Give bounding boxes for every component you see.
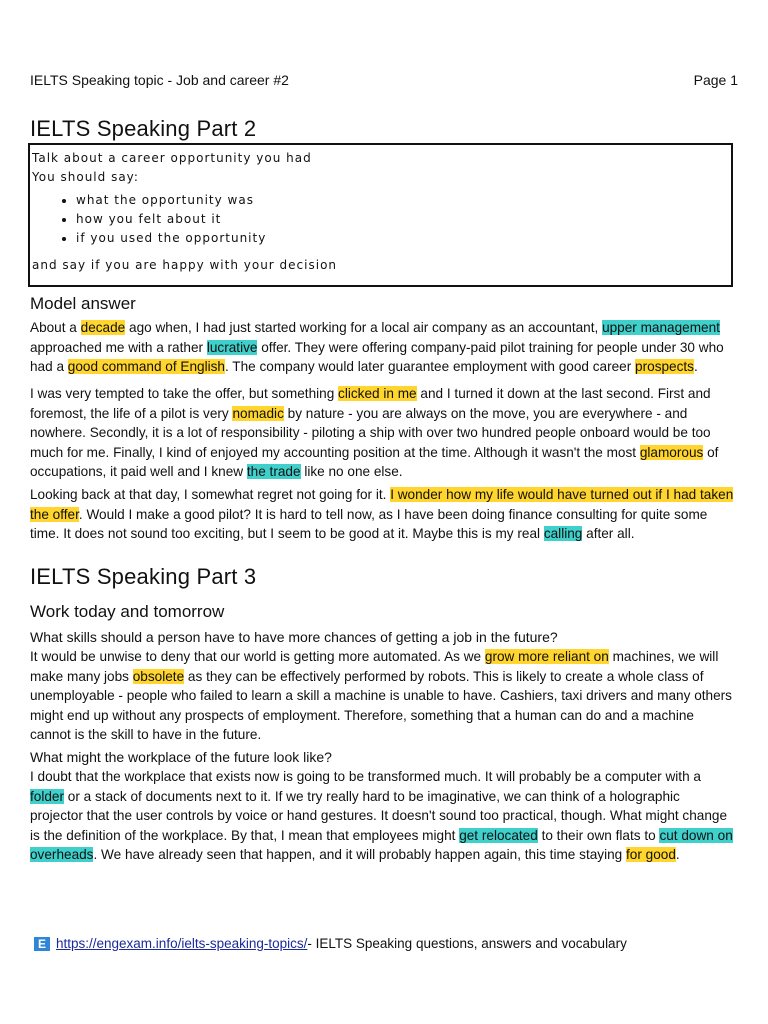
text: like no one else. — [300, 464, 403, 479]
text: It would be unwise to deny that our world is getting more automated. As we — [30, 649, 485, 664]
text: ago when, I had just started working for a local air company as an accountant, — [125, 320, 603, 335]
page-footer — [34, 936, 627, 951]
text: . — [693, 359, 698, 374]
question-2: What might the workplace of the future look like? — [30, 749, 332, 765]
text: offer. They were offering company-paid pilot training for people under 30 who had a — [30, 339, 724, 374]
model-answer-heading: Model answer — [30, 294, 136, 313]
vocab-highlight: obsolete — [132, 668, 185, 684]
vocab-highlight: upper management — [602, 320, 720, 335]
text: About a — [30, 320, 81, 335]
text: after all. — [582, 526, 635, 541]
text: to their own flats to — [537, 827, 660, 843]
text: by nature - you are always on the move, you are everywhere - and nowhere. Secondly, it is a lot of responsibility - piloting a ship with over two hundred people onboard would be too much for me. Finally, I kind of enjoyed my accounting position at the time. Although it wasn't the most — [30, 405, 711, 460]
vocab-highlight: glamorous — [639, 444, 704, 460]
part3-subheading: Work today and tomorrow — [30, 602, 225, 621]
engexam-logo-icon: E — [34, 937, 50, 951]
text: machines, we will make many jobs — [30, 649, 719, 684]
vocab-highlight: the trade — [246, 464, 301, 479]
vocab-highlight: cut down on overheads — [30, 827, 733, 862]
text: of occupations, it paid well and I knew — [30, 444, 719, 479]
task-card — [28, 143, 733, 287]
text: . — [675, 847, 680, 862]
text: . Would I make a good pilot? It is hard to tell now, as I have been doing finance consulting for quite some time. It does not sound too exciting, but I seem to be good at it. Maybe this is my real — [30, 506, 708, 541]
task-bullets — [32, 191, 731, 248]
vocab-highlight: grow more reliant on — [484, 649, 609, 664]
vocab-highlight: clicked in me — [338, 386, 417, 401]
task-line-1: Talk about a career opportunity you had — [32, 151, 312, 165]
footer-text: - IELTS Speaking questions, answers and vocabulary — [307, 936, 627, 951]
answer-paragraph-2 — [30, 384, 736, 482]
page-header — [30, 72, 738, 88]
answer-1 — [30, 647, 736, 745]
answer-paragraph-3 — [30, 485, 736, 544]
vocab-highlight: get relocated — [459, 827, 538, 843]
vocab-highlight: lucrative — [206, 339, 258, 355]
task-bullet: • what the opportunity was — [76, 191, 731, 210]
vocab-highlight: for good — [626, 847, 676, 862]
vocab-highlight: decade — [80, 320, 126, 335]
vocab-highlight: good command of English — [67, 359, 225, 374]
answer-paragraph-1 — [30, 318, 736, 377]
text: as they can be effectively performed by robots. This is likely to create a whole class of unemployable - people who failed to learn a skill a machine is unable to have. Cashiers, taxi drivers and many others might end up without any prospects of employment. Therefore, something that a human can do and a machine cannot is the skill to have in the future. — [30, 668, 732, 742]
text: approached me with a rather — [30, 339, 207, 355]
vocab-highlight: I wonder how my life would have turned out if I had taken the offer — [30, 487, 734, 522]
question-1: What skills should a person have to have more chances of getting a job in the future? — [30, 629, 558, 645]
text: and I turned it down at the last second. First and foremost, the life of a pilot is very — [30, 386, 711, 421]
text: Looking back at that day, I somewhat regret not going for it. — [30, 487, 391, 502]
task-bullet: • how you felt about it — [76, 210, 731, 229]
text: I doubt that the workplace that exists now is going to be transformed much. It will probably be a computer with a — [30, 769, 701, 784]
vocab-highlight: calling — [543, 526, 583, 541]
document-title: IELTS Speaking topic - Job and career #2 — [30, 72, 289, 88]
task-line-2: You should say: — [32, 170, 139, 184]
text: . The company would later guarantee employment with good career — [224, 359, 636, 374]
vocab-highlight: folder — [30, 788, 65, 804]
text: I was very tempted to take the offer, but something — [30, 386, 339, 401]
task-bullet: • if you used the opportunity — [76, 229, 731, 248]
part2-heading: IELTS Speaking Part 2 — [30, 116, 257, 141]
text: or a stack of documents next to it. If we try really hard to be imaginative, we can think of a holographic projector that the user controls by voice or hand gestures. It doesn't sound too practical, though. What might change is the definition of the workplace. By that, I mean that employees might — [30, 788, 728, 843]
answer-2 — [30, 767, 736, 865]
part3-heading: IELTS Speaking Part 3 — [30, 564, 257, 589]
task-closing: and say if you are happy with your decision — [32, 258, 338, 272]
vocab-highlight: prospects — [635, 359, 694, 374]
engexam-link[interactable]: https://engexam.info/ielts-speaking-topics/ — [56, 936, 308, 951]
page-number: Page 1 — [693, 72, 738, 88]
text: . We have already seen that happen, and it will probably happen again, this time staying — [93, 847, 626, 862]
vocab-highlight: nomadic — [232, 405, 284, 421]
